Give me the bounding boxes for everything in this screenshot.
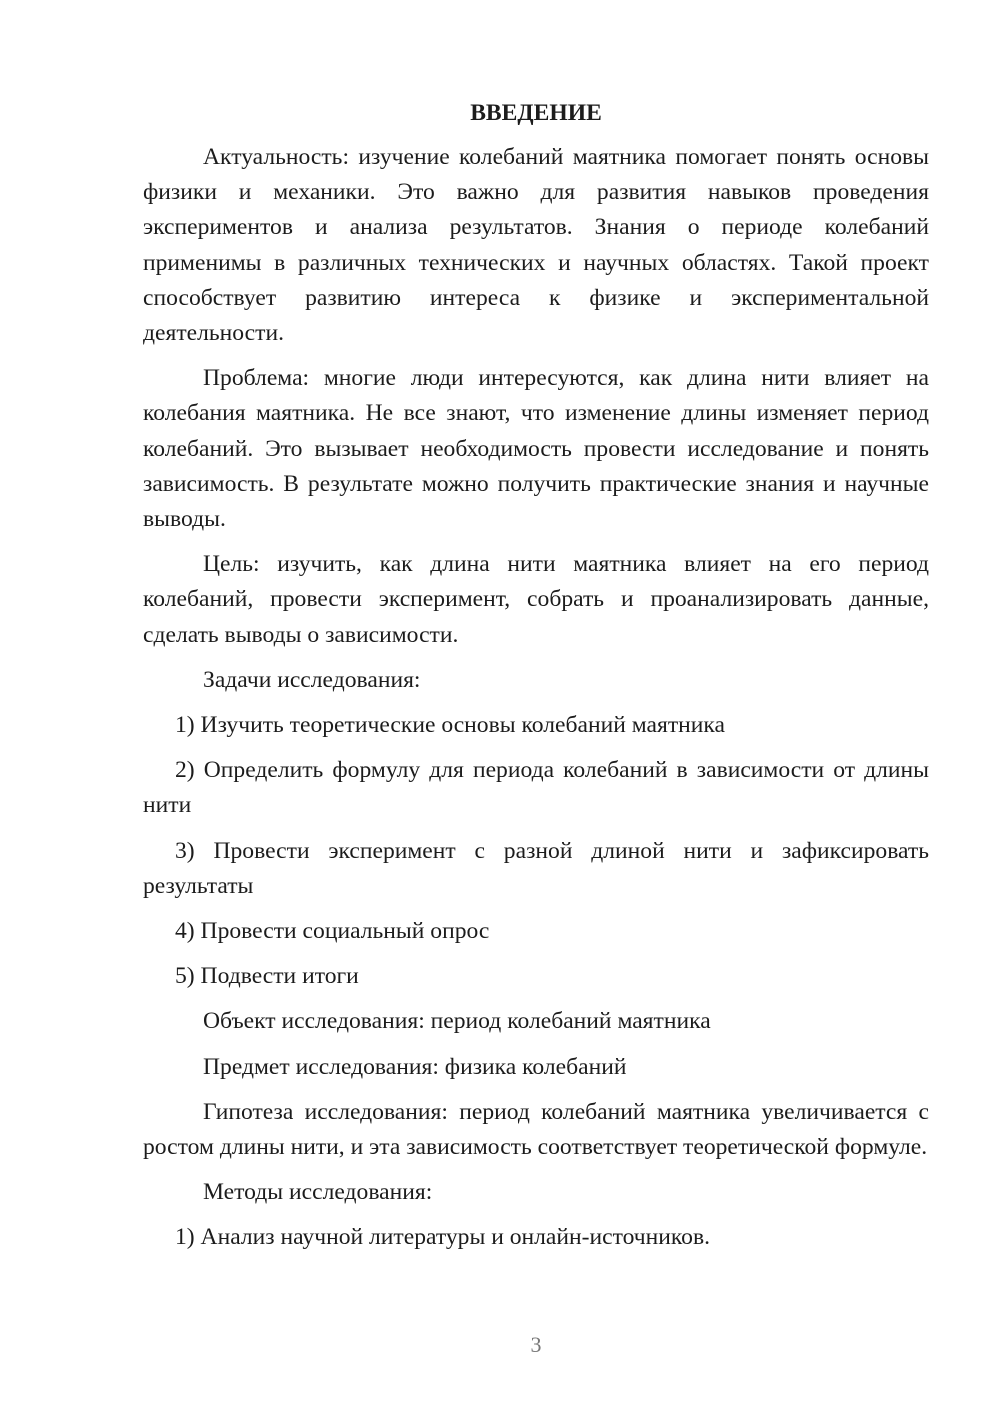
page-title: ВВЕДЕНИЕ	[470, 100, 602, 126]
task-item-5: 5) Подвести итоги	[175, 963, 359, 990]
task-item-2: 2) Определить формулу для периода колебаний в зависимости от длины нити	[143, 757, 929, 819]
paragraph-spacer	[143, 653, 929, 663]
tasks-title: Задачи исследования:	[203, 666, 421, 693]
page-body	[143, 96, 929, 1256]
research-subject: Предмет исследования: физика колебаний	[203, 1053, 627, 1080]
research-object: Объект исследования: период колебаний маятника	[203, 1008, 711, 1035]
goal-paragraph: Цель: изучить, как длина нити маятника влияет на его период колебаний, провести эксперимент, собрать и проанализировать данные, сделать выводы о зависимости.	[143, 551, 929, 648]
paragraph-spacer	[143, 1165, 929, 1175]
paragraph-spacer	[143, 1085, 929, 1095]
paragraph-spacer	[143, 351, 929, 361]
paragraph-spacer	[143, 698, 929, 708]
hypothesis-paragraph: Гипотеза исследования: период колебаний маятника увеличивается с ростом длины нити, и эта зависимость соответствует теоретической формуле.	[143, 1098, 929, 1161]
paragraph-spacer	[143, 537, 929, 547]
page-number: 3	[530, 1332, 542, 1357]
task-item-1: 1) Изучить теоретические основы колебаний маятника	[175, 712, 725, 739]
paragraph-spacer	[143, 1210, 929, 1220]
problem-paragraph: Проблема: многие люди интересуются, как длина нити влияет на колебания маятника. Не все знают, что изменение длины изменяет период колебаний. Это вызывает необходимость провести исследование и понять зависимость. В результате можно получить практические знания и научные выводы.	[143, 365, 929, 533]
methods-title: Методы исследования:	[203, 1179, 433, 1206]
paragraph-spacer	[143, 824, 929, 834]
paragraph-spacer	[143, 949, 929, 959]
paragraph-spacer	[143, 994, 929, 1004]
task-item-3: 3) Провести эксперимент с разной длиной нити и зафиксировать результаты	[143, 837, 929, 899]
relevance-paragraph: Актуальность: изучение колебаний маятника помогает понять основы физики и механики. Это важно для развития навыков проведения экспериментов и анализа результатов. Знания о периоде колебаний применимы в различных технических и научных областях. Такой проект способствует развитию интереса к физике и экспериментальной деятельности.	[143, 144, 929, 347]
paragraph-spacer	[143, 1040, 929, 1050]
paragraph-spacer	[143, 904, 929, 914]
method-item-1: 1) Анализ научной литературы и онлайн-источников.	[175, 1224, 711, 1251]
paragraph-spacer	[143, 743, 929, 753]
task-item-4: 4) Провести социальный опрос	[175, 918, 490, 945]
